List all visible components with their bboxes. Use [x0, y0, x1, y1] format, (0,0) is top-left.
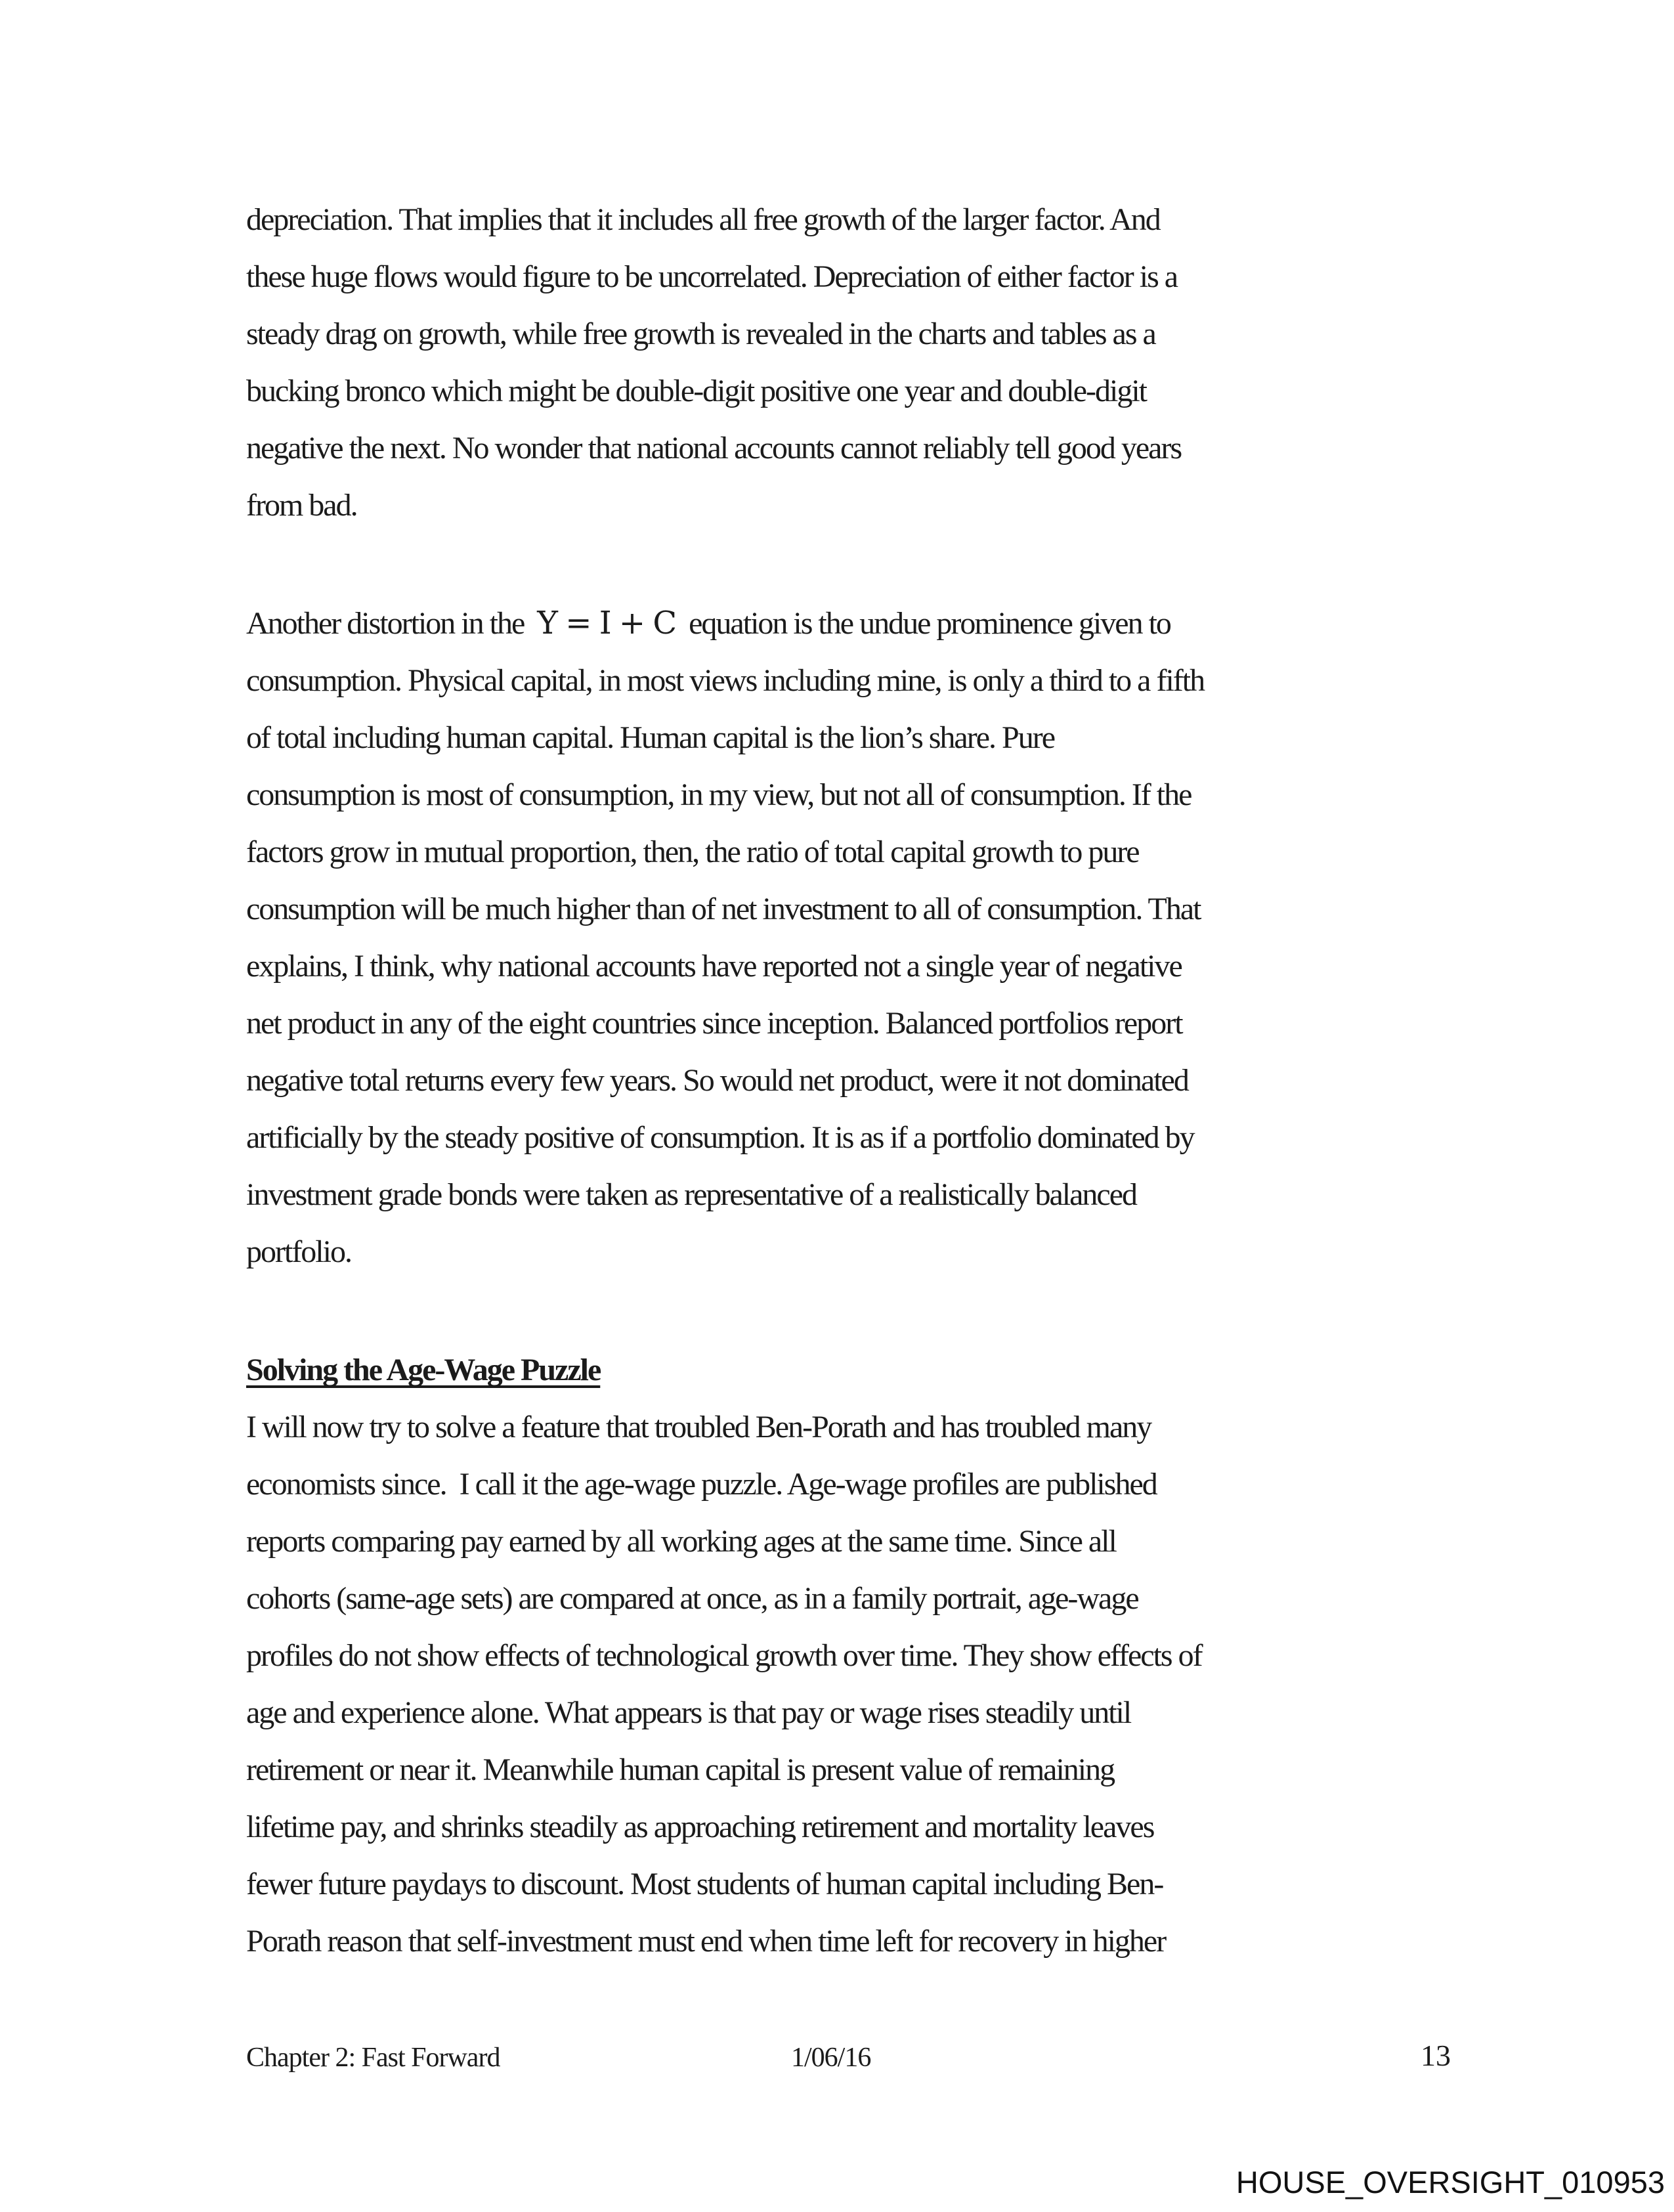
text-line: Porath reason that self-investment must end when time left for recovery in higher: [246, 1924, 1166, 1959]
text-line: net product in any of the eight countries since inception. Balanced portfolios report: [246, 1006, 1182, 1041]
text-line: retirement or near it. Meanwhile human capital is present value of remaining: [246, 1752, 1115, 1787]
text-line: of total including human capital. Human capital is the lion’s share. Pure: [246, 720, 1054, 755]
text-line: consumption. Physical capital, in most views including mine, is only a third to a fifth: [246, 663, 1205, 698]
text-line: negative total returns every few years. So would net product, were it not dominated: [246, 1063, 1188, 1098]
footer-date: 1/06/16: [791, 2043, 871, 2073]
text-line: artificially by the steady positive of consumption. It is as if a portfolio dominated by: [246, 1120, 1194, 1155]
section-heading: [246, 1341, 1434, 1399]
text-line: bucking bronco which might be double-digit positive one year and double-digit: [246, 374, 1147, 408]
text-line: cohorts (same-age sets) are compared at once, as in a family portrait, age-wage: [246, 1581, 1138, 1616]
text-line: I will now try to solve a feature that troubled Ben-Porath and has troubled many: [246, 1410, 1151, 1444]
page-number: 13: [1421, 2039, 1451, 2072]
paragraph: [246, 595, 1434, 1280]
text-line: fewer future paydays to discount. Most students of human capital including Ben-: [246, 1867, 1163, 1901]
text-line: Solving the Age-Wage Puzzle: [246, 1353, 601, 1387]
text-line: portfolio.: [246, 1234, 351, 1269]
text-line: reports comparing pay earned by all working ages at the same time. Since all: [246, 1524, 1116, 1559]
bates-stamp: HOUSE_OVERSIGHT_010953: [1235, 2165, 1665, 2200]
text-line: economists since. I call it the age-wage puzzle. Age-wage profiles are published: [246, 1467, 1157, 1502]
text-line: consumption will be much higher than of net investment to all of consumption. That: [246, 892, 1201, 926]
text-line: lifetime pay, and shrinks steadily as approaching retirement and mortality leaves: [246, 1810, 1154, 1844]
paragraph: [246, 1399, 1434, 1970]
text-line: these huge flows would figure to be uncorrelated. Depreciation of either factor is a: [246, 259, 1178, 294]
text-line: investment grade bonds were taken as representative of a realistically balanced: [246, 1177, 1137, 1212]
paragraph: [246, 191, 1434, 534]
text-line: from bad.: [246, 488, 357, 523]
footer-chapter-label: Chapter 2: Fast Forward: [246, 2043, 500, 2073]
text-line: profiles do not show effects of technological growth over time. They show effects of: [246, 1638, 1202, 1673]
text-line: steady drag on growth, while free growth is revealed in the charts and tables as a: [246, 316, 1155, 351]
text-segment: equation is the undue prominence given to: [676, 606, 1170, 641]
text-line: [246, 595, 1434, 652]
document-body: [246, 191, 1434, 1970]
text-line: age and experience alone. What appears is that pay or wage rises steadily until: [246, 1695, 1131, 1730]
text-segment: Another distortion in the: [246, 606, 538, 641]
text-line: consumption is most of consumption, in my view, but not all of consumption. If the: [246, 777, 1191, 812]
text-line: explains, I think, why national accounts have reported not a single year of negative: [246, 949, 1182, 984]
text-line: depreciation. That implies that it includes all free growth of the larger factor. And: [246, 202, 1160, 237]
inline-equation: Y = I + C: [537, 605, 676, 641]
text-line: factors grow in mutual proportion, then, the ratio of total capital growth to pure: [246, 835, 1139, 869]
text-line: negative the next. No wonder that national accounts cannot reliably tell good years: [246, 431, 1182, 466]
